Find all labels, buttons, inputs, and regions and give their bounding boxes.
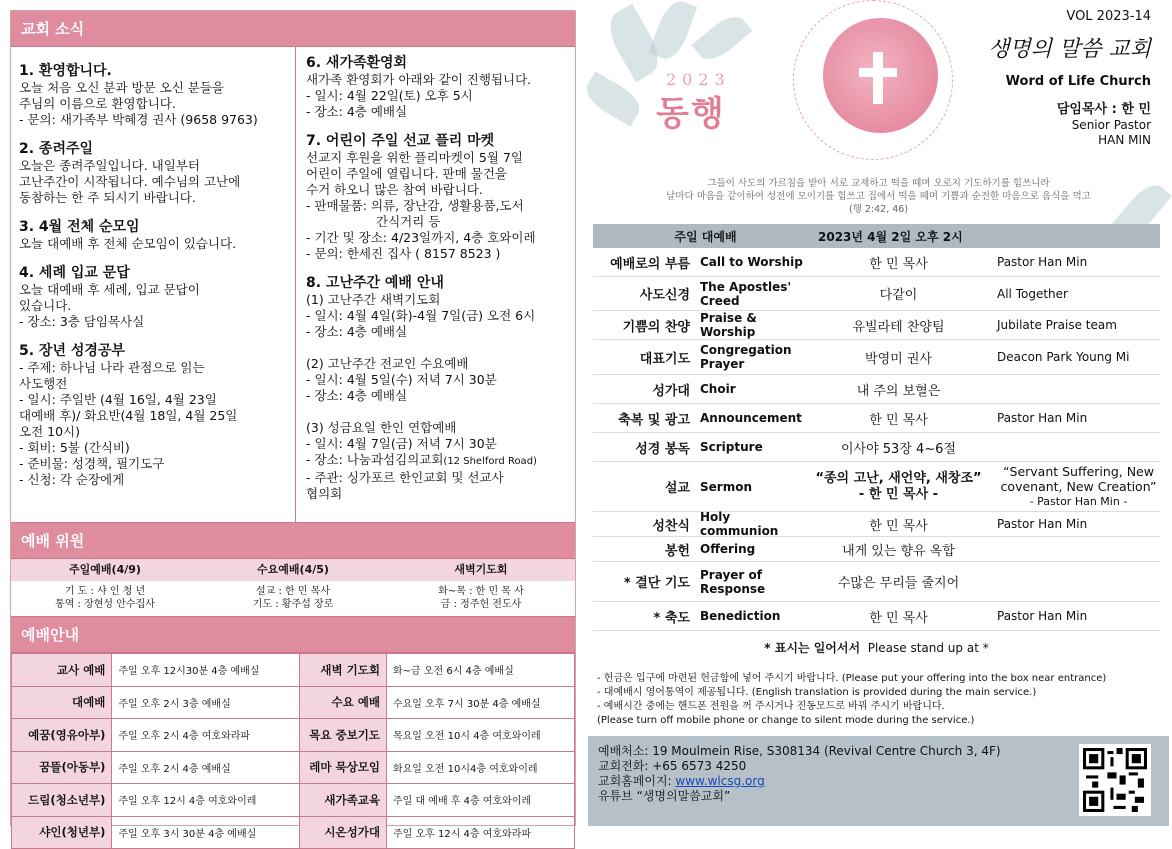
duty-line: 설교 : 한 민 목사 — [255, 586, 331, 597]
order-item-leader — [806, 540, 991, 559]
senior-pastor-english — [1072, 118, 1151, 148]
news-item — [19, 219, 287, 252]
news-item-line: (1) 고난주간 새벽기도회 — [306, 292, 441, 307]
venue-address: (12 Shelford Road) — [443, 456, 537, 467]
order-person-text: Pastor Han Min — [997, 411, 1088, 425]
duty-header: 예배 위원 — [11, 523, 575, 559]
news-item — [19, 265, 287, 330]
news-item-line: 오늘은 종려주일입니다. 내일부터 — [19, 158, 200, 173]
schedule-service-name: 드림(청소년부) — [12, 784, 112, 817]
news-item-title: 6. 새가족환영회 — [306, 55, 408, 71]
order-item-leader — [806, 380, 991, 399]
order-item-english: Offering — [700, 542, 756, 556]
news-item-title: 3. 4월 전체 순모임 — [19, 219, 140, 235]
order-item-english: Sermon — [700, 479, 752, 494]
news-item-line: - 장소: 4층 예배실 — [306, 104, 408, 119]
duty-line: 통역 : 장현성 안수집사 — [55, 599, 155, 610]
order-leader-text: 이사야 53장 4~6절 — [840, 441, 957, 457]
verse-line: 날마다 마음을 같이하여 성전에 모이기를 힘쓰고 집에서 떡을 떼며 기쁨과 순전한 마음으로 음식을 먹고 — [666, 191, 1091, 202]
order-item-leader — [806, 409, 991, 428]
order-item-leader — [806, 572, 991, 591]
leaf-decoration — [692, 9, 753, 66]
order-row — [593, 375, 1160, 404]
schedule-service-time: 주일 오후 12시 4층 여호와라파 — [386, 816, 574, 849]
news-item-line: 협의회 — [306, 486, 343, 501]
order-leader-text: 내게 있는 향유 옥합 — [842, 543, 955, 559]
news-item-line: - 일시: 4월 4일(화)-4월 7일(금) 오전 6시 — [306, 308, 536, 323]
schedule-service-time: 목요일 오전 10시 4층 여호와이레 — [386, 719, 574, 752]
church-name-korean: 생명의 말씀 교회 — [988, 37, 1151, 62]
news-item-line — [306, 404, 569, 420]
order-item-leader — [806, 348, 991, 367]
order-item-english: Holy communion — [700, 510, 779, 538]
hero-banner — [588, 0, 1169, 230]
schedule-row — [12, 654, 575, 687]
news-item-line — [306, 340, 569, 356]
news-item-line: - 일시: 4월 7일(금) 저녁 7시 30분 — [306, 436, 497, 451]
news-item-line: 오늘 처음 오신 분과 방문 오신 분들을 — [19, 80, 224, 95]
order-item-english: Announcement — [700, 411, 802, 425]
order-item-leader — [806, 515, 991, 534]
order-row — [593, 602, 1160, 631]
order-item-person-en — [991, 609, 1160, 623]
order-item-korean: 기쁨의 찬양 — [622, 319, 690, 335]
news-body — [11, 47, 575, 523]
order-item-korean: 성경 봉독 — [635, 441, 690, 457]
news-item-line: - 일시: 주일반 (4월 16일, 4월 23일 — [19, 392, 217, 407]
schedule-row — [12, 686, 575, 719]
schedule-table — [11, 653, 575, 849]
news-item-line: 대예배 후)/ 화요반(4월 18일, 4월 25일 — [19, 408, 238, 423]
schedule-header: 예배안내 — [11, 617, 575, 653]
order-leader-text: 한 민 목사 — [869, 256, 928, 272]
order-of-worship — [593, 224, 1160, 656]
order-item-person-en — [991, 517, 1160, 531]
duty-col-title: 수요예배(4/5) — [199, 559, 387, 581]
schedule-service-time: 수요일 오후 7시 30분 4층 예배실 — [386, 686, 574, 719]
order-item-korean: 축복 및 광고 — [618, 412, 690, 428]
news-item-title: 8. 고난주간 예배 안내 — [306, 275, 444, 291]
schedule-service-time: 주일 오후 12시30분 4층 예배실 — [112, 654, 300, 687]
pastor-title: Senior Pastor — [1071, 118, 1151, 132]
website-label: 교회홈페이지: — [598, 774, 676, 788]
order-item-person-en — [991, 255, 1160, 269]
order-person-text: Pastor Han Min — [997, 517, 1088, 531]
schedule-service-name: 교사 예배 — [12, 654, 112, 687]
news-item — [306, 133, 569, 262]
news-item-line: - 신청: 각 순장에게 — [19, 472, 125, 487]
duty-line: 기도 : 황주섭 장로 — [252, 599, 334, 610]
schedule-row — [12, 719, 575, 752]
news-item-line: 오전 10시) — [19, 424, 80, 439]
news-item-line: - 회비: 5불 (간식비) — [19, 440, 130, 455]
duty-col-dawn — [387, 559, 575, 616]
cross-icon — [873, 52, 883, 104]
order-person-sub: - Pastor Han Min - — [1029, 495, 1128, 508]
news-item-line: (3) 성금요일 한인 연합예배 — [306, 420, 457, 435]
news-item-line: - 판매물품: 의류, 장난감, 생활용품,도서 — [306, 198, 524, 213]
duty-line: 금 : 정주헌 전도사 — [440, 599, 522, 610]
news-item-line: 주님의 이름으로 환영합니다. — [19, 96, 176, 111]
order-person-text: Pastor Han Min — [997, 609, 1088, 623]
news-item-line: 사도행전 — [19, 376, 68, 391]
order-item-korean: 성찬식 — [652, 518, 690, 534]
order-item-person-en — [991, 411, 1160, 425]
news-item-line: (2) 고난주간 전교인 수요예배 — [306, 356, 469, 371]
schedule-service-time: 주일 오후 12시 4층 여호와이레 — [112, 784, 300, 817]
order-item-english: The Apostles' Creed — [700, 279, 792, 308]
order-leader-text: 한 민 목사 — [869, 518, 928, 534]
news-item-line: - 기간 및 장소: 4/23일까지, 4층 호와이레 — [306, 230, 536, 245]
order-item-korean: 사도신경 — [639, 288, 690, 303]
order-leader-text: 한 민 목사 — [869, 412, 928, 428]
stand-note — [593, 639, 1160, 656]
news-item-title: 2. 종려주일 — [19, 141, 94, 157]
pastor-name: HAN MIN — [1098, 133, 1151, 147]
service-name: 주일 대예배 — [674, 229, 737, 244]
schedule-service-name: 목요 중보기도 — [300, 719, 387, 752]
order-person-text: “Servant Suffering, New covenant, New Creation” — [1000, 464, 1157, 494]
news-item-line: 새가족 환영회가 아래와 같이 진행됩니다. — [306, 72, 532, 87]
news-item-title: 7. 어린이 주일 선교 플리 마켓 — [306, 133, 495, 149]
schedule-service-name: 꿈뜰(아동부) — [12, 751, 112, 784]
order-item-korean: 봉헌 — [664, 543, 690, 559]
order-row — [593, 537, 1160, 562]
order-item-leader — [806, 316, 991, 335]
schedule-service-name: 새가족교육 — [300, 784, 387, 817]
order-item-korean: * 결단 기도 — [623, 576, 690, 591]
news-item-line: - 장소: 4층 예배실 — [306, 324, 408, 339]
order-leader-text: “종의 고난, 새언약, 새창조” — [815, 470, 982, 486]
news-panel — [10, 10, 576, 840]
duty-col-title: 주일예배(4/9) — [11, 559, 199, 581]
order-leader-text: 다같이 — [879, 288, 918, 303]
youtube: 유튜브 “생명의말씀교회” — [598, 789, 731, 803]
news-item — [19, 141, 287, 206]
order-item-leader — [806, 607, 991, 626]
phone: 교회전화: +65 6573 4250 — [598, 759, 747, 773]
duty-col-wednesday — [199, 559, 387, 616]
order-item-korean: 설교 — [664, 481, 690, 496]
order-row — [593, 512, 1160, 537]
order-row — [593, 277, 1160, 311]
church-name-english: Word of Life Church — [1005, 74, 1151, 89]
order-item-leader — [806, 284, 991, 303]
theme-year: 2023 — [666, 70, 731, 89]
cross-icon-bar — [859, 68, 897, 77]
news-item-line: - 일시: 4월 5일(수) 저녁 7시 30분 — [306, 372, 497, 387]
order-item-english: Prayer of Response — [700, 567, 766, 596]
schedule-service-time: 주일 대 예배 후 4층 여호와이레 — [386, 784, 574, 817]
news-item-line: - 준비물: 성경책, 필기도구 — [19, 456, 165, 471]
order-leader-text: 박영미 권사 — [865, 351, 932, 367]
news-item-line: 간식거리 등 — [376, 214, 441, 229]
website-line — [598, 774, 1159, 789]
notice-line: - 대예배시 영어통역이 제공됩니다. (English translation is provided during the main service.) — [597, 687, 1037, 698]
order-row — [593, 462, 1160, 512]
notice-line: (Please turn off mobile phone or change to silent mode during the service.) — [597, 715, 975, 726]
news-item-title: 4. 세례 입교 문답 — [19, 265, 130, 281]
duty-roster — [11, 559, 575, 617]
news-item-line: 오늘 대예배 후 세례, 입교 문답이 — [19, 282, 200, 297]
qr-graphic — [1083, 748, 1147, 812]
duty-col-sunday — [11, 559, 199, 616]
schedule-service-name: 대예배 — [12, 686, 112, 719]
news-item-line: - 주제: 하나님 나라 관점으로 읽는 — [19, 360, 205, 375]
order-item-person-en — [991, 464, 1160, 509]
order-rows — [593, 248, 1160, 631]
verse-reference: (행 2:42, 46) — [848, 204, 909, 215]
order-person-text: All Together — [997, 286, 1068, 301]
news-item-line: - 문의: 새가족부 박혜경 권사 (9658 9763) — [19, 112, 258, 127]
order-item-person-en — [991, 318, 1160, 332]
volume-number: VOL 2023-14 — [1066, 9, 1151, 24]
order-person-text: Deacon Park Young Mi — [997, 350, 1130, 364]
order-row — [593, 404, 1160, 433]
schedule-service-time: 화요일 오전 10시4층 여호와이레 — [386, 751, 574, 784]
order-item-leader — [806, 438, 991, 457]
news-item-line: - 주관: 싱가포르 한인교회 및 선교사 — [306, 470, 504, 485]
notices — [593, 672, 1160, 728]
order-item-english: Choir — [700, 382, 736, 396]
stand-note-ko: * 표시는 일어서서 — [764, 641, 861, 655]
order-leader-text: 유빌라테 찬양팀 — [852, 319, 945, 335]
order-row — [593, 248, 1160, 277]
schedule-service-name: 레마 묵상모임 — [300, 751, 387, 784]
order-item-korean: 예배로의 부름 — [610, 256, 690, 272]
news-item-line: 선교지 후원을 위한 플리마켓이 5월 7일 — [306, 150, 523, 165]
news-item — [19, 63, 287, 128]
order-item-person-en — [991, 350, 1160, 364]
address: 예배처소: 19 Moulmein Rise, S308134 (Revival Centre Church 3, 4F) — [598, 744, 1001, 758]
order-row — [593, 562, 1160, 602]
order-leader-text: 내 주의 보혈은 — [856, 383, 941, 399]
news-item-line: 오늘 대예배 후 전체 순모임이 있습니다. — [19, 236, 237, 251]
verse-line: 그들이 사도의 가르침을 받아 서로 교제하고 떡을 떼며 오로지 기도하기를 힘쓰니라 — [707, 178, 1050, 189]
duty-line: 기 도 : 샤 인 청 년 — [64, 586, 146, 597]
contact-footer — [588, 736, 1169, 826]
notice-line: - 헌금은 입구에 마련된 헌금함에 넣어 주시기 바랍니다. (Please put your offering into the box near entrance) — [597, 673, 1107, 684]
order-person-text: Jubilate Praise team — [997, 318, 1117, 332]
schedule-service-time: 화~금 오전 6시 4층 예배실 — [386, 654, 574, 687]
news-header: 교회 소식 — [11, 11, 575, 47]
news-item-line: 수거 하오니 많은 참여 바랍니다. — [306, 182, 483, 197]
news-column-right — [296, 47, 577, 522]
order-item-english: Benediction — [700, 609, 781, 623]
news-item-line: 동참하는 한 주 되시기 바랍니다. — [19, 190, 196, 205]
qr-code-icon[interactable] — [1079, 744, 1151, 816]
schedule-row — [12, 751, 575, 784]
news-column-left — [11, 47, 296, 522]
news-item-line: 고난주간이 시작됩니다. 예수님의 고난에 — [19, 174, 241, 189]
schedule-service-name: 예꿈(영유아부) — [12, 719, 112, 752]
duty-line: 화~목 : 한 민 목 사 — [438, 586, 524, 597]
order-leader-text: 수많은 무리들 줄지어 — [837, 576, 960, 591]
order-item-english: Congregation Prayer — [700, 343, 792, 371]
order-item-korean: * 축도 — [653, 610, 690, 626]
news-item-line: - 장소: 3층 담임목사실 — [19, 314, 145, 329]
schedule-service-name: 새벽 기도회 — [300, 654, 387, 687]
leaf-decoration — [649, 0, 698, 63]
news-item — [306, 275, 569, 502]
schedule-service-time: 주일 오후 2시 4층 예배실 — [112, 751, 300, 784]
order-row — [593, 340, 1160, 375]
stand-note-en: Please stand up at * — [867, 641, 989, 655]
news-item-line: - 장소: 4층 예배실 — [306, 388, 408, 403]
bible-verse — [588, 177, 1169, 216]
schedule-row — [12, 816, 575, 849]
duty-col-title: 새벽기도회 — [387, 559, 575, 581]
order-item-leader — [806, 253, 991, 272]
news-item-title: 1. 환영합니다. — [19, 63, 112, 79]
schedule-service-time: 주일 오후 3시 30분 4층 예배실 — [112, 816, 300, 849]
order-item-english: Call to Worship — [700, 255, 803, 269]
order-leader-text: 한 민 목사 — [869, 610, 928, 626]
schedule-row — [12, 784, 575, 817]
news-item-line: - 일시: 4월 22일(토) 오후 5시 — [306, 88, 473, 103]
news-item-line: 어린이 주일에 열립니다. 판매 물건을 — [306, 166, 507, 181]
notice-line: - 예배시간 중에는 핸드폰 전원을 꺼 주시거나 진동모드로 바꿔 주시기 바랍니다. — [597, 701, 945, 712]
schedule-service-name: 시온성가대 — [300, 816, 387, 849]
news-item-title: 5. 장년 성경공부 — [19, 343, 125, 359]
order-row — [593, 311, 1160, 340]
order-item-person-en — [991, 287, 1160, 301]
schedule-service-time: 주일 오후 2시 4층 여호와라파 — [112, 719, 300, 752]
order-row — [593, 433, 1160, 462]
order-item-korean: 성가대 — [652, 383, 690, 399]
news-item — [19, 343, 287, 488]
order-item-korean: 대표기도 — [639, 351, 690, 367]
service-datetime: 2023년 4월 2일 오후 2시 — [818, 229, 963, 244]
news-item-line: - 문의: 한세진 집사 ( 8157 8523 ) — [306, 246, 501, 261]
theme-title: 동행 — [656, 94, 726, 134]
order-item-english: Scripture — [700, 440, 763, 454]
order-header — [593, 224, 1160, 248]
website-link[interactable]: www.wlcsg.org — [675, 774, 765, 788]
schedule-service-time: 주일 오후 2시 3층 예배실 — [112, 686, 300, 719]
order-item-english: Praise & Worship — [700, 311, 757, 339]
order-item-leader — [806, 471, 991, 503]
bulletin-panel — [588, 0, 1169, 826]
senior-pastor-korean: 담임목사 : 한 민 — [1056, 102, 1151, 117]
order-leader-sub: - 한 민 목사 - — [858, 486, 939, 502]
news-item-line: - 장소: 나눔과섬김의교회(12 Shelford Road) — [306, 452, 537, 467]
schedule-service-name: 샤인(청년부) — [12, 816, 112, 849]
news-item — [306, 55, 569, 120]
news-item-line: 있습니다. — [19, 298, 72, 313]
schedule-service-name: 수요 예배 — [300, 686, 387, 719]
order-person-text: Pastor Han Min — [997, 255, 1088, 269]
